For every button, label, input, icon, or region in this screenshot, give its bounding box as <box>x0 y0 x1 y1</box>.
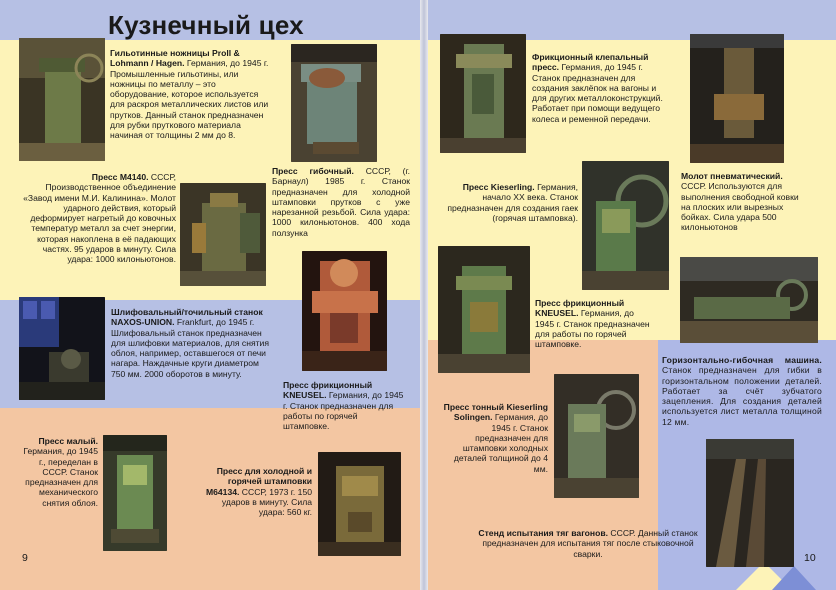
caption-riveting-text: Германия, до 1945 г. Станок предназначен для создания заклёпок на вагоны и для других металлоконструкций. Работает при помощи ведущего колеса и ременной передачи. <box>532 62 663 124</box>
caption-kieserling-title: Пресс Kieserling. <box>462 182 535 192</box>
photo-horizontal-bending <box>680 257 818 343</box>
photo-test-stand <box>706 439 794 567</box>
photo-kneusel-right <box>438 246 530 373</box>
caption-guillotine <box>110 48 270 141</box>
photo-m64134 <box>318 452 401 556</box>
caption-horizontal-text: Станок предназначен для гибки в горизонтальном положении деталей. Работает за счёт зубчатого зацепления. Для создания деталей используется лист металла толщиной 12 мм. <box>662 365 822 427</box>
caption-m4140 <box>16 172 176 265</box>
blue-triangle-decoration <box>772 566 816 590</box>
caption-small-press-text: Германия, до 1945 г., переделан в СССР. Станок предназначен для механического снятия облоя. <box>23 446 98 508</box>
caption-pneumatic-text: СССР. Используются для выполнения свободной ковки на плоских или вырезных бойках. Сила удара 500 килоньютонов <box>681 181 799 233</box>
photo-guillotine <box>19 38 105 161</box>
caption-guillotine-title: Гильотинные ножницы Proll & Lohmann / Hagen. <box>110 48 240 69</box>
caption-horizontal-title: Горизонтально-гибочная машина. <box>662 355 822 365</box>
caption-test-stand-text: СССР. Данный станок предназначен для испытания тяг после стыковочной сварки. <box>482 528 698 559</box>
caption-kieserling <box>440 182 578 223</box>
caption-m64134 <box>196 466 312 517</box>
caption-test-stand-title: Стенд испытания тяг вагонов. <box>478 528 609 538</box>
caption-kneusel-left <box>283 380 405 431</box>
photo-small-press <box>103 435 167 551</box>
caption-m4140-text: СССР, Производственное объединение «Завод имени М.И. Калинина». Молот ударного действия, который деформирует нагретый до ковочных температур металл за счет энергии, которая накоплена в её падающих частях. 95 ударов в минуту. Сила удара: 1000 килоньютонов. <box>23 172 176 265</box>
caption-solingen-title: Пресс тонный Kieserling Solingen. <box>443 402 548 423</box>
caption-solingen-text: Германия, до 1945 г. Станок предназначен для штамповки холодных деталей толщиной до 4 мм. <box>453 412 548 474</box>
caption-kneusel-right <box>535 298 653 349</box>
caption-m64134-title: Пресс для холодной и горячей штамповки М64134. <box>205 466 312 497</box>
caption-pneumatic <box>681 171 809 233</box>
caption-kneusel-right-title: Пресс фрикционный KNEUSEL. <box>535 298 625 319</box>
page-number-left: 9 <box>22 552 28 564</box>
caption-pneumatic-title: Молот пневматический. <box>681 171 783 181</box>
page-number-right: 10 <box>804 552 816 564</box>
caption-kieserling-text: Германия, начало XX века. Станок предназначен для создания гаек (горячая штамповка). <box>447 182 578 223</box>
photo-bending-press <box>291 44 377 162</box>
caption-horizontal <box>662 355 822 427</box>
caption-naxos-title: Шлифовальный/точильный станок NAXOS-UNION. <box>111 307 263 328</box>
photo-pneumatic-hammer <box>690 34 784 163</box>
caption-bending-title: Пресс гибочный. <box>272 166 354 176</box>
page-fold <box>420 0 428 590</box>
photo-riveting-press <box>440 34 526 153</box>
caption-bending-text: СССР, (г. Барнаул) 1985 г. Станок предназначен для холодной штамповки прутков с уже нарезанной резьбой. Сила удара: 1000 килоньютонов. 400 хода ползунка <box>272 166 410 238</box>
photo-solingen <box>554 374 639 498</box>
caption-kneusel-right-text: Германия, до 1945 г. Станок предназначен для работы по горячей штамповке. <box>535 308 650 350</box>
caption-naxos <box>111 307 271 379</box>
caption-m64134-text: СССР, 1973 г. 150 ударов в минуту. Сила удара: 560 кг. <box>221 486 312 518</box>
caption-kneusel-left-text: Германия, до 1945 г. Станок предназначен для работы по горячей штамповке. <box>283 390 404 432</box>
caption-small-press-title: Пресс малый. <box>38 436 98 446</box>
caption-m4140-title: Пресс М4140. <box>91 172 149 182</box>
photo-kneusel-left <box>302 251 387 371</box>
caption-guillotine-text: Германия, до 1945 г. Промышленные гильотины, или ножницы по металлу – это оборудование, которое используется для раскроя металлических листов или прутков. Данный станок предназначен для рубки пруткового материала начиная от толщины 2 мм до 8. <box>110 58 269 141</box>
page-title: Кузнечный цех <box>108 10 304 40</box>
photo-naxos <box>19 297 105 400</box>
photo-m4140 <box>180 183 266 286</box>
caption-kneusel-left-title: Пресс фрикционный KNEUSEL. <box>283 380 373 401</box>
caption-riveting-title: Фрикционный клепальный пресс. <box>532 52 649 73</box>
caption-solingen <box>440 402 548 474</box>
caption-small-press <box>22 436 98 508</box>
caption-naxos-text: Frankfurt, до 1945 г. Шлифовальный станок предназначен для шлифовки материалов, для снятия облоя, например, оставшегося от печи нагара. Наждачные круги диаметром 750 мм. 2000 оборотов в минуту. <box>111 317 270 379</box>
caption-bending <box>272 166 410 238</box>
caption-riveting <box>532 52 670 124</box>
caption-test-stand <box>470 528 706 559</box>
photo-kieserling <box>582 161 669 290</box>
